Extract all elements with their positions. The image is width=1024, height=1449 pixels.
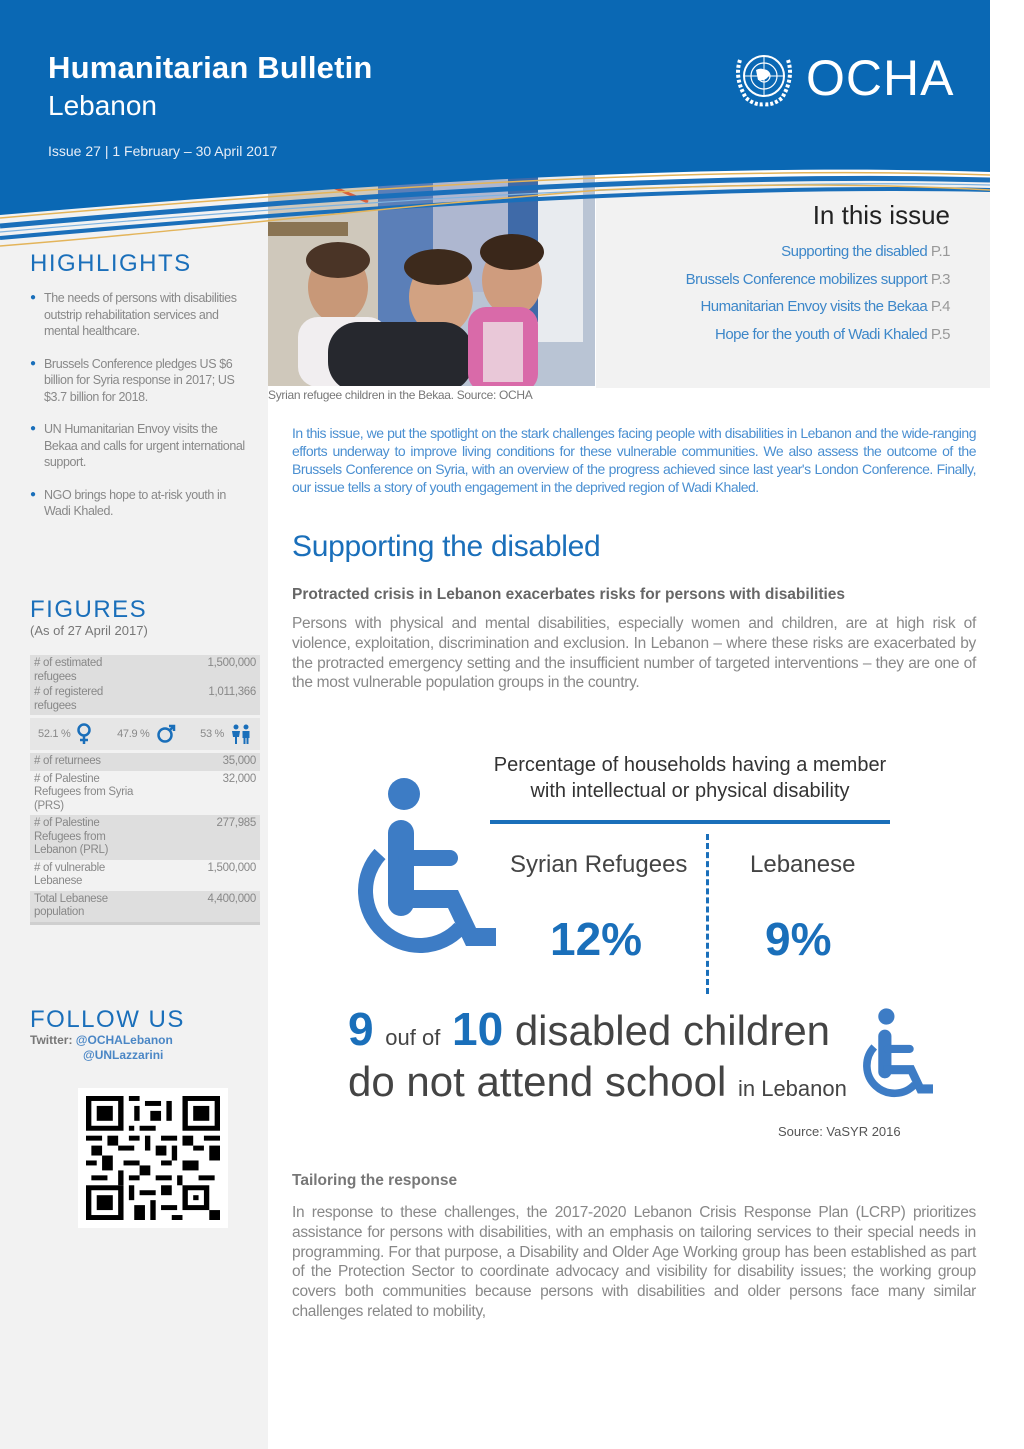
figure-label: # of estimated refugees <box>34 657 103 683</box>
infographic-divider <box>706 834 709 994</box>
figure-label: # of Palestine Refugees from Lebanon (PRL) <box>34 817 109 856</box>
twitter-label: Twitter: <box>30 1033 73 1047</box>
disability-infographic <box>340 750 940 1150</box>
stat-number-9: 9 <box>348 1003 374 1055</box>
toc-item-title[interactable]: Supporting the disabled <box>781 243 928 260</box>
stat-in-lebanon: in Lebanon <box>737 1076 847 1101</box>
twitter-handles <box>30 1033 173 1063</box>
bullet-icon: ● <box>30 488 36 500</box>
stat-not-attend: do not attend school <box>348 1058 727 1105</box>
toc-item-page: P.3 <box>930 270 950 288</box>
un-emblem-icon <box>730 48 798 108</box>
issue-info: Issue 27 | 1 February – 30 April 2017 <box>48 143 278 159</box>
intro-paragraph: In this issue, we put the spotlight on the stark challenges facing people with disabilities in Lebanon and the wide-ranging efforts underway to improve living conditions for these vulnerable communities. We also assess the outcome of the Brussels Conference on Syria, with an overview of the progress achieved since last year's London Conference. Finally, our issue tells a story of youth engagement in the deprived region of Wadi Khaled. <box>292 425 976 495</box>
toc-list <box>686 238 950 348</box>
figures-title: FIGURES <box>30 596 148 623</box>
ocha-logo <box>730 48 954 108</box>
figure-row <box>30 684 260 715</box>
toc-item[interactable] <box>686 238 950 266</box>
twitter-handle-lazzarini[interactable]: @UNLazzarini <box>83 1048 164 1062</box>
stat-disabled-children: disabled children <box>514 1007 831 1054</box>
gender-breakdown <box>30 718 260 750</box>
infographic-title <box>480 752 900 804</box>
highlight-text: UN Humanitarian Envoy visits the Bekaa and calls for urgent international support. <box>44 422 245 469</box>
bullet-icon: ● <box>30 357 36 369</box>
toc-item-page: P.5 <box>930 325 950 343</box>
paragraph-lcrp-response: In response to these challenges, the 2017-2020 Lebanon Crisis Response Plan (LCRP) prioritizes assistance for persons with disabilities, with an emphasis on tailoring services to their special needs in programming. For that purpose, a Disability and Older Age Working group has been established as part of the Protection Sector to coordinate advocacy and visibility for disability issues; the working group covers both communities because persons with disabilities and older persons face many similar challenges related to mobility, <box>292 1204 976 1320</box>
figure-row <box>30 655 260 686</box>
figure-label: # of returnees <box>34 755 101 767</box>
female-percent: 52.1 % <box>38 728 71 740</box>
infographic-source: Source: VaSYR 2016 <box>778 1124 901 1139</box>
figures-date: (As of 27 April 2017) <box>30 623 148 638</box>
male-icon <box>156 724 176 744</box>
figure-row <box>30 753 260 771</box>
follow-us-title: FOLLOW US <box>30 1006 185 1033</box>
figure-value: 1,011,366 <box>208 686 256 698</box>
paragraph-disability-risks: Persons with physical and mental disabilities, especially women and children, are at high risk of violence, exploitation, discrimination and exclusion. In Lebanon – where these risks are exacerbated by the protracted emergency setting and the insufficient number of targeted interventions – they are one of the most vulnerable population groups in the country. <box>292 615 976 692</box>
figure-label: # of Palestine Refugees from Syria (PRS) <box>34 772 134 812</box>
figure-value: 277,985 <box>216 817 256 829</box>
toc-item-title[interactable]: Humanitarian Envoy visits the Bekaa <box>700 298 928 315</box>
category-syrian-refugees: Syrian Refugees <box>510 851 688 878</box>
figure-row <box>30 891 260 925</box>
ocha-wordmark: OCHA <box>806 50 955 106</box>
school-stat-line1 <box>348 1002 830 1056</box>
figure-label: Total Lebanese population <box>34 892 108 918</box>
qr-code[interactable] <box>78 1088 228 1228</box>
figure-row <box>30 771 260 816</box>
female-icon <box>76 723 92 745</box>
toc-item-title[interactable]: Brussels Conference mobilizes support <box>685 270 928 288</box>
infographic-rule <box>490 820 890 824</box>
figure-value: 1,500,000 <box>207 657 256 669</box>
figure-value: 1,500,000 <box>207 861 256 874</box>
toc-item[interactable] <box>686 321 950 349</box>
school-stat-line2 <box>348 1058 847 1106</box>
stat-number-10: 10 <box>451 1003 504 1055</box>
family-icon <box>230 724 252 744</box>
category-lebanese: Lebanese <box>750 851 856 878</box>
toc-item[interactable] <box>686 266 950 294</box>
bullet-icon: ● <box>30 423 36 434</box>
bulletin-title: Humanitarian Bulletin <box>48 50 373 85</box>
highlight-item <box>30 356 250 406</box>
highlights-list <box>30 290 250 536</box>
value-lebanese: 9% <box>765 913 832 965</box>
subheading-tailoring-response: Tailoring the response <box>292 1172 458 1189</box>
bulletin-country: Lebanon <box>48 90 158 121</box>
twitter-handle-ocha[interactable]: @OCHALebanon <box>75 1033 173 1047</box>
bullet-icon: ● <box>30 292 36 303</box>
infographic-title-line1: Percentage of households having a member <box>493 754 887 776</box>
wheelchair-small-icon <box>858 1008 934 1100</box>
section-title: Supporting the disabled <box>292 530 601 563</box>
highlight-text: Brussels Conference pledges US $6 billion for Syria response in 2017; US $3.7 billion for 2018. <box>44 356 235 404</box>
figure-row <box>30 815 260 860</box>
figure-row <box>30 860 260 891</box>
toc-item[interactable] <box>686 293 950 321</box>
highlight-text: NGO brings hope to at-risk youth in Wadi Khaled. <box>44 487 226 518</box>
male-percent: 47.9 % <box>117 728 150 740</box>
wheelchair-icon <box>348 778 498 958</box>
highlights-title: HIGHLIGHTS <box>30 250 192 277</box>
figure-value: 32,000 <box>222 772 256 785</box>
toc-title: In this issue <box>812 200 950 230</box>
figures-table <box>30 655 260 925</box>
children-percent: 53 % <box>200 728 224 740</box>
highlight-item <box>30 487 250 520</box>
toc-item-page: P.4 <box>930 298 950 315</box>
figure-value: 4,400,000 <box>207 892 256 905</box>
highlight-item <box>30 421 250 471</box>
stat-out-of: ouf of <box>385 1025 441 1050</box>
figure-label: # of registered refugees <box>34 686 104 712</box>
highlight-item <box>30 290 250 340</box>
qr-code-icon <box>78 1088 228 1228</box>
subheading-protracted-crisis: Protracted crisis in Lebanon exacerbates risks for persons with disabilities <box>292 586 846 603</box>
infographic-title-line2: with intellectual or physical disability <box>530 780 850 802</box>
photo-caption: Syrian refugee children in the Bekaa. Source: OCHA <box>268 388 533 402</box>
figure-value: 35,000 <box>222 755 256 767</box>
value-syrian-refugees: 12% <box>550 913 643 965</box>
toc-item-title[interactable]: Hope for the youth of Wadi Khaled <box>714 325 928 343</box>
highlight-text: The needs of persons with disabilities outstrip rehabilitation services and mental healthcare. <box>44 291 237 338</box>
toc-item-page: P.1 <box>930 243 950 260</box>
figure-label: # of vulnerable Lebanese <box>34 861 105 887</box>
